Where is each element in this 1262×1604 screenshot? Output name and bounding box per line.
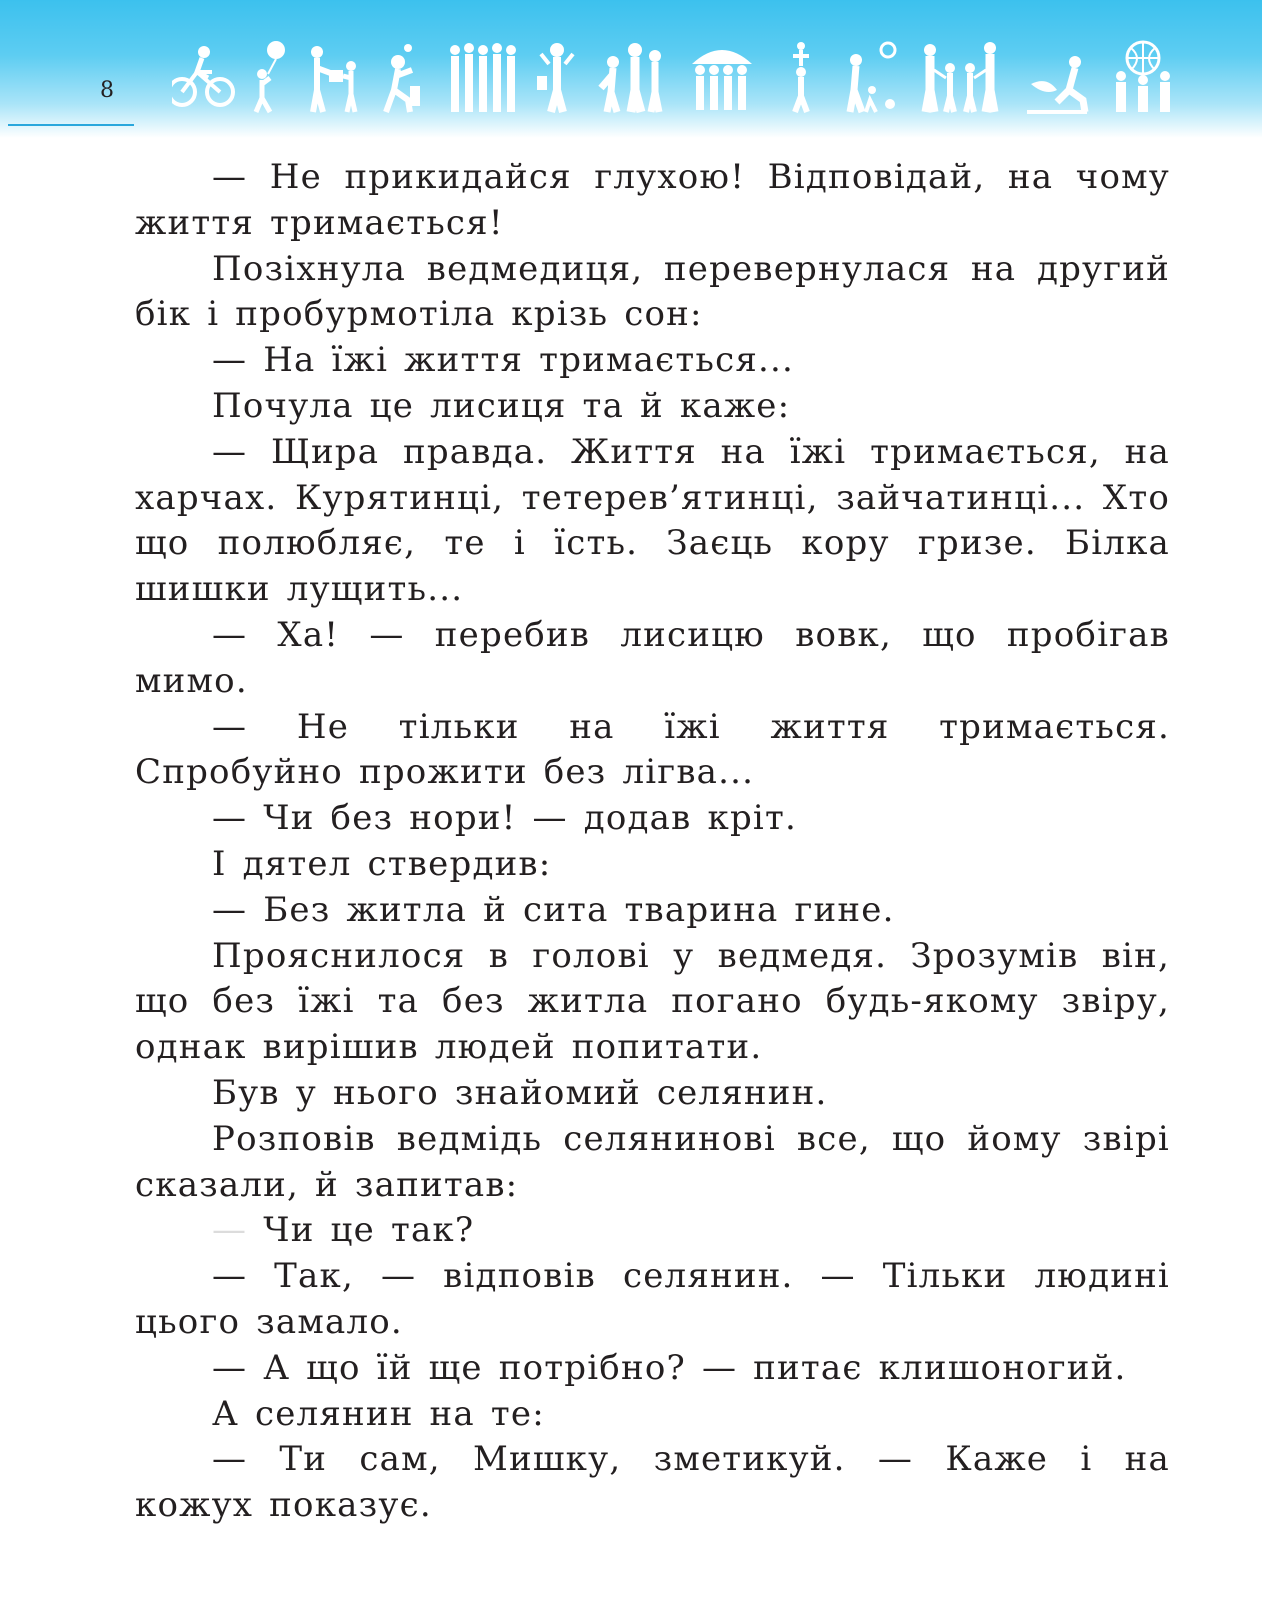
- paragraph: — А що їй ще потрібно? — питає клишоногий.: [212, 1347, 1127, 1388]
- pictogram-strip: [172, 40, 1182, 120]
- group-celebrating-icon: [450, 43, 516, 112]
- child-with-balloon-icon: [256, 41, 285, 112]
- paragraph: Прояснилося в голові у ведмедя. Зрозумів він, що без їжі та без житла погано будь-якому звіру, однак вирішив людей попитати.: [135, 935, 1170, 1068]
- gardening-child-icon: [850, 43, 895, 112]
- family-gift-icon: [311, 46, 356, 112]
- paragraph: Розповів ведмідь селянинові все, що йому звірі сказали, й запитав:: [135, 1118, 1170, 1205]
- cyclist-icon: [172, 46, 233, 105]
- globe-people-icon: [1116, 42, 1170, 112]
- header-rule: [8, 124, 134, 126]
- paragraph: Був у нього знайомий селянин.: [212, 1072, 828, 1113]
- page-number: 8: [100, 78, 114, 103]
- reading-child-icon: [386, 44, 420, 112]
- acrobat-family-icon: [793, 42, 809, 112]
- faded-dash: —: [212, 1210, 248, 1251]
- paragraph: І дятел ствердив:: [212, 843, 552, 884]
- page-header-band: [0, 0, 1262, 138]
- person-with-books-icon: [537, 43, 573, 112]
- story-text: [135, 155, 1170, 1529]
- paragraph: — Ти сам, Мишку, зметикуй. — Каже і на кожух показує.: [135, 1439, 1170, 1526]
- paragraph: [135, 1208, 1170, 1254]
- paragraph-text: Чи це так?: [247, 1210, 475, 1251]
- paragraph: — Щира правда. Життя на їжі тримається, на харчах. Курятинці, тетерев’ятинці, зайчатинці... Хто що полюбляє, те і їсть. Заєць кору гризе. Білка шишки лущить...: [135, 431, 1170, 610]
- paragraph: А селянин на те:: [212, 1393, 545, 1434]
- paragraph: Позіхнула ведмедиця, перевернулася на другий бік і пробурмотіла крізь сон:: [135, 248, 1170, 335]
- paragraph: Почула це лисиця та й каже:: [212, 385, 791, 426]
- paragraph: — Ха! — перебив лисицю вовк, що пробігав мимо.: [135, 614, 1170, 701]
- paragraph: — Без житла й сита тварина гине.: [212, 889, 895, 930]
- crowd-umbrella-icon: [692, 50, 752, 110]
- paragraph: — Чи без нори! — додав кріт.: [212, 798, 797, 839]
- paragraph: — На їжі життя тримається...: [212, 340, 795, 381]
- paragraph: — Так, — відповів селянин. — Тільки людині цього замало.: [135, 1256, 1170, 1342]
- elderly-couple-icon: [601, 43, 661, 112]
- planting-tree-icon: [1027, 56, 1087, 112]
- paragraph: — Не тільки на їжі життя тримається. Спробуйно прожити без лігва...: [135, 706, 1170, 793]
- paragraph: — Не прикидайся глухою! Відповідай, на чому життя тримається!: [135, 157, 1170, 243]
- family-walking-icon: [924, 42, 996, 112]
